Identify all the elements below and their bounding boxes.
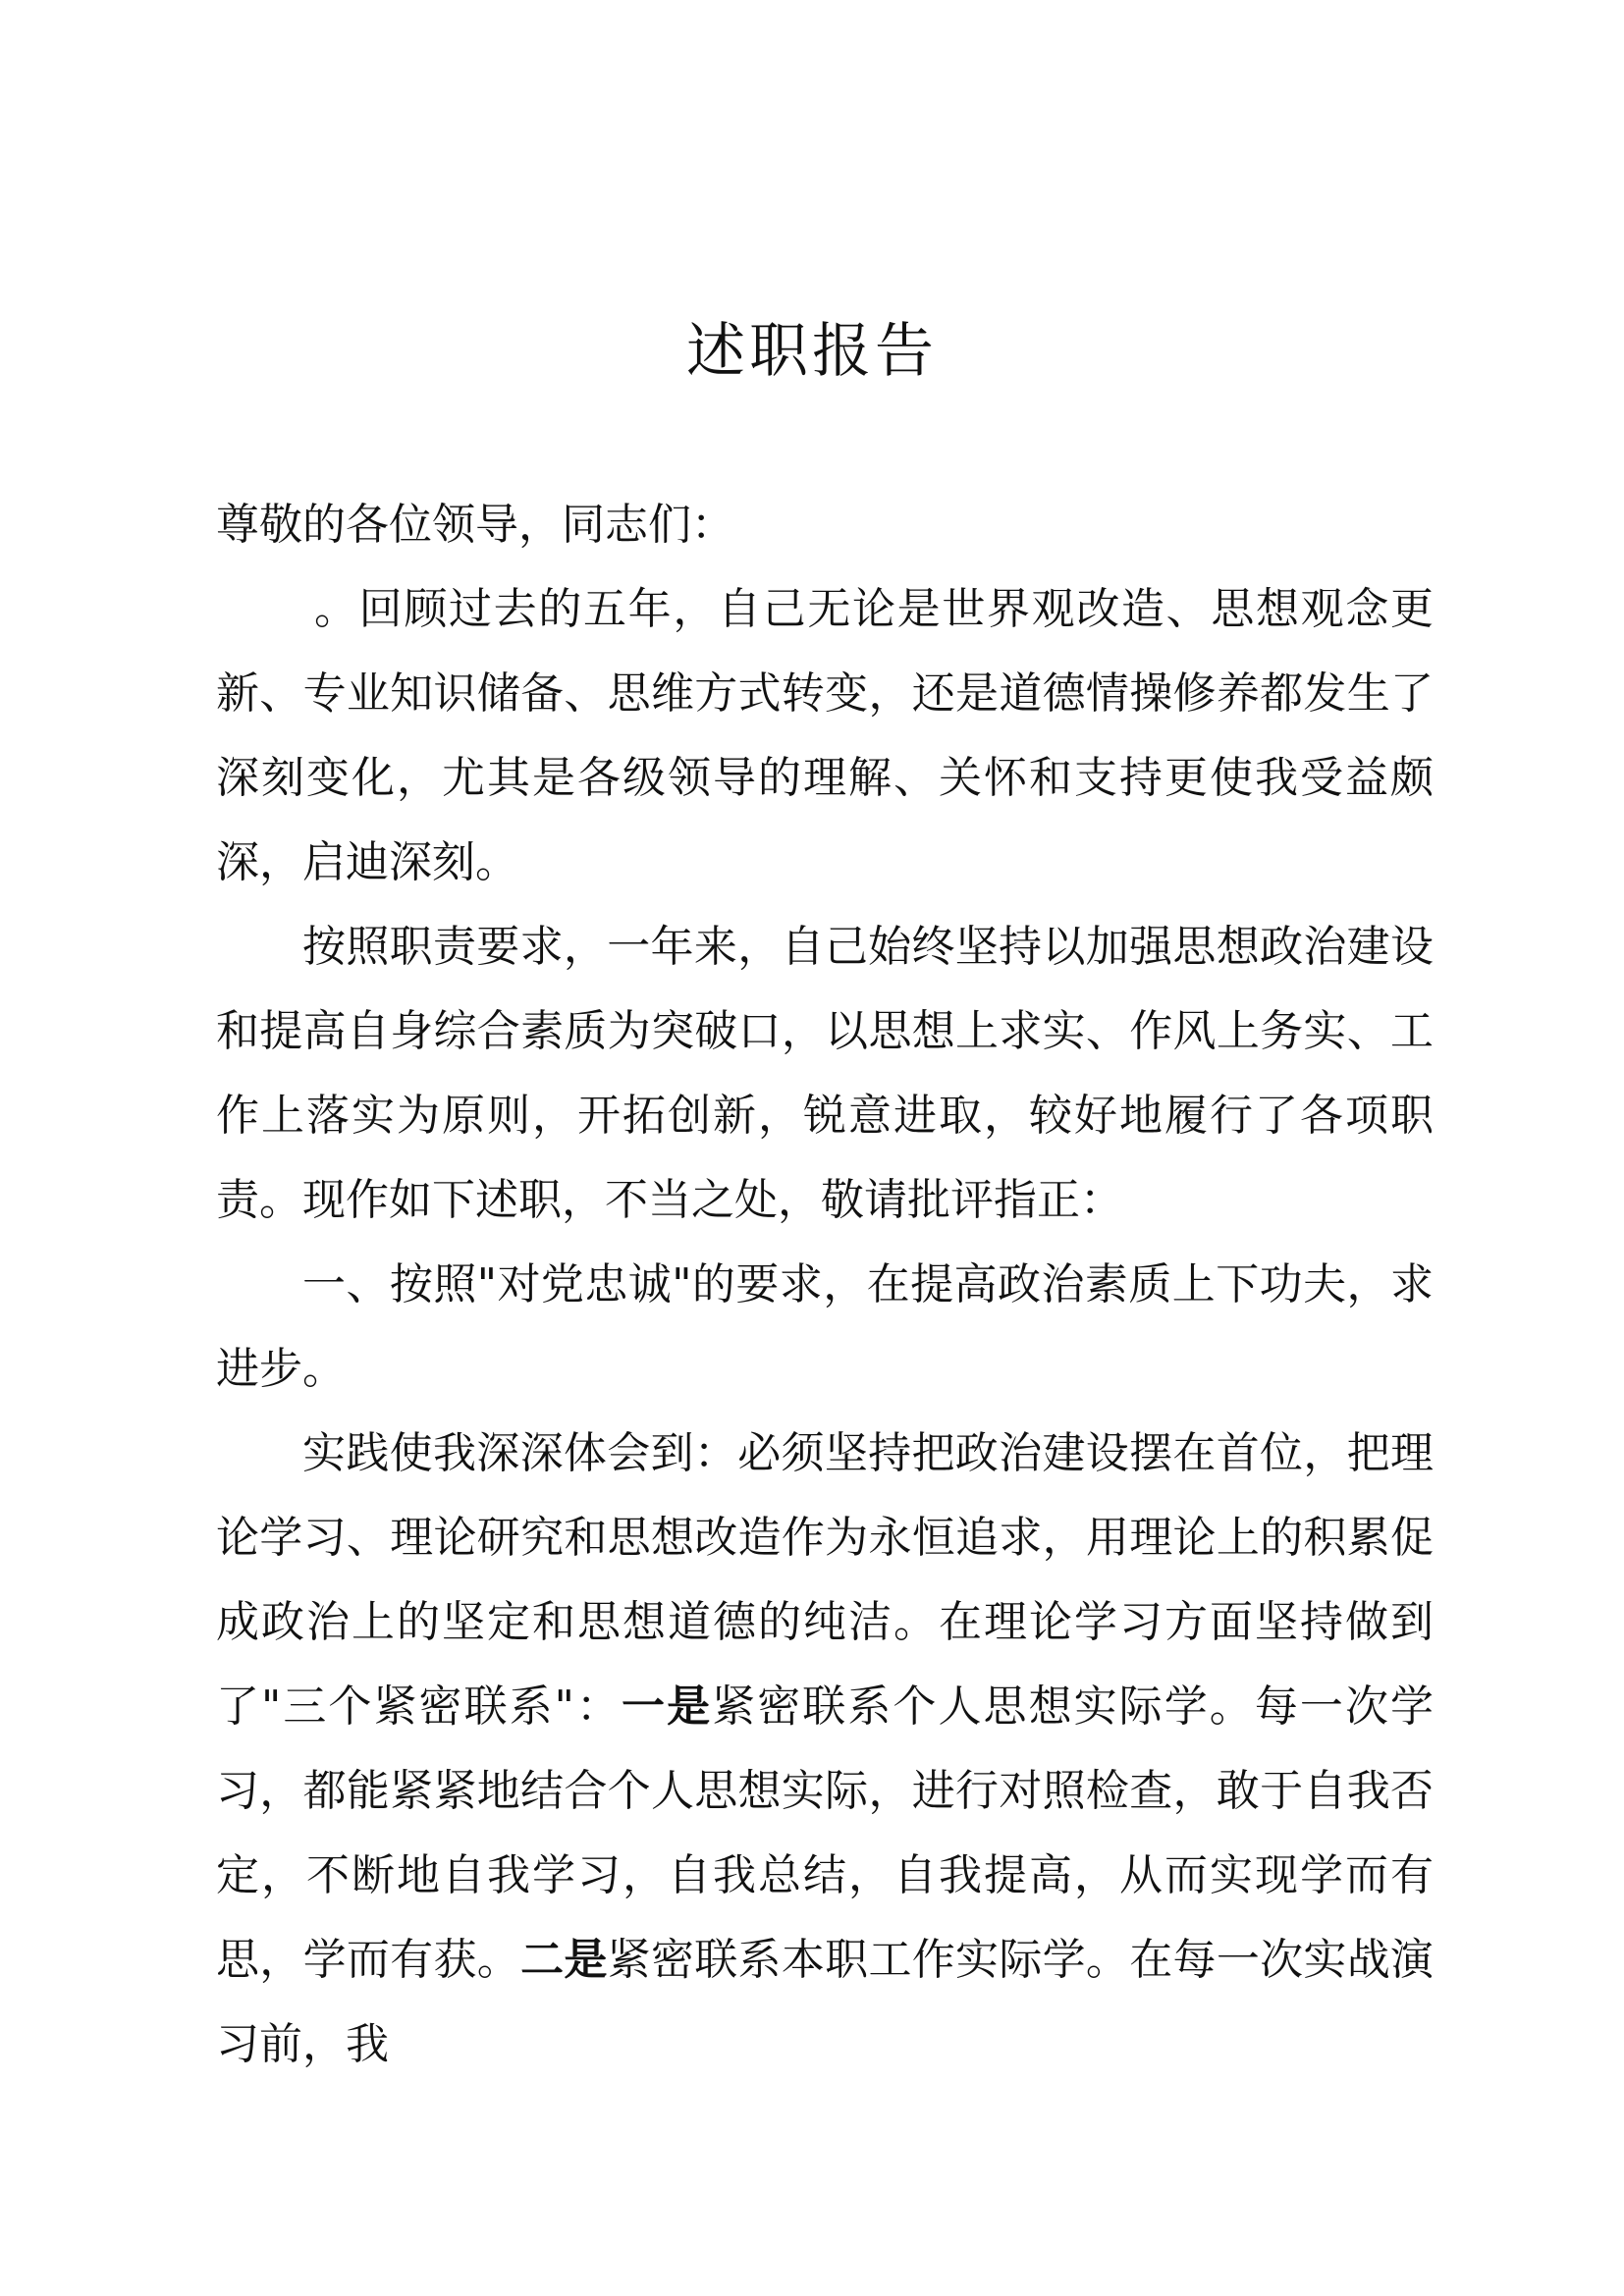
salutation: 尊敬的各位领导，同志们：	[216, 500, 734, 550]
paragraph-practice-text-c: 紧密联系本职工作实际学。在每一次实战演习前，我	[216, 1935, 1435, 2069]
paragraph-practice-text-b: 紧密联系个人思想实际学。每一次学习，都能紧紧地结合个人思想实际，进行对照检查，敢于自我否定，不断地自我学习，自我总结，自我提高，从而实现学而有思，学而有获。	[216, 1682, 1435, 1985]
paragraph-intro: 。回顾过去的五年，自己无论是世界观改造、思想观念更新、专业知识储备、思维方式转变，还是道德情操修养都发生了深刻变化，尤其是各级领导的理解、关怀和支持更使我受益颇深，启迪深刻。	[216, 584, 1434, 887]
emphasis-second: 二是	[520, 1935, 608, 1985]
document-body	[216, 483, 1434, 2087]
section-heading-1: 一、按照"对党忠诚"的要求，在提高政治素质上下功夫，求进步。	[216, 1259, 1434, 1394]
paragraph-duties: 按照职责要求，一年来，自己始终坚持以加强思想政治建设和提高自身综合素质为突破口，以思想上求实、作风上务实、工作上落实为原则，开拓创新，锐意进取，较好地履行了各项职责。现作如下述职，不当之处，敬请批评指正：	[216, 922, 1434, 1225]
emphasis-first: 一是	[622, 1682, 713, 1732]
document-title: 述职报告	[686, 317, 938, 386]
paragraph-practice	[216, 1412, 1434, 2087]
paragraph-practice-text-a: 实践使我深深体会到：必须坚持把政治建设摆在首位，把理论学习、理论研究和思想改造作为永恒追求，用理论上的积累促成政治上的坚定和思想道德的纯洁。在理论学习方面坚持做到了"三个紧密联系"：	[216, 1428, 1434, 1732]
